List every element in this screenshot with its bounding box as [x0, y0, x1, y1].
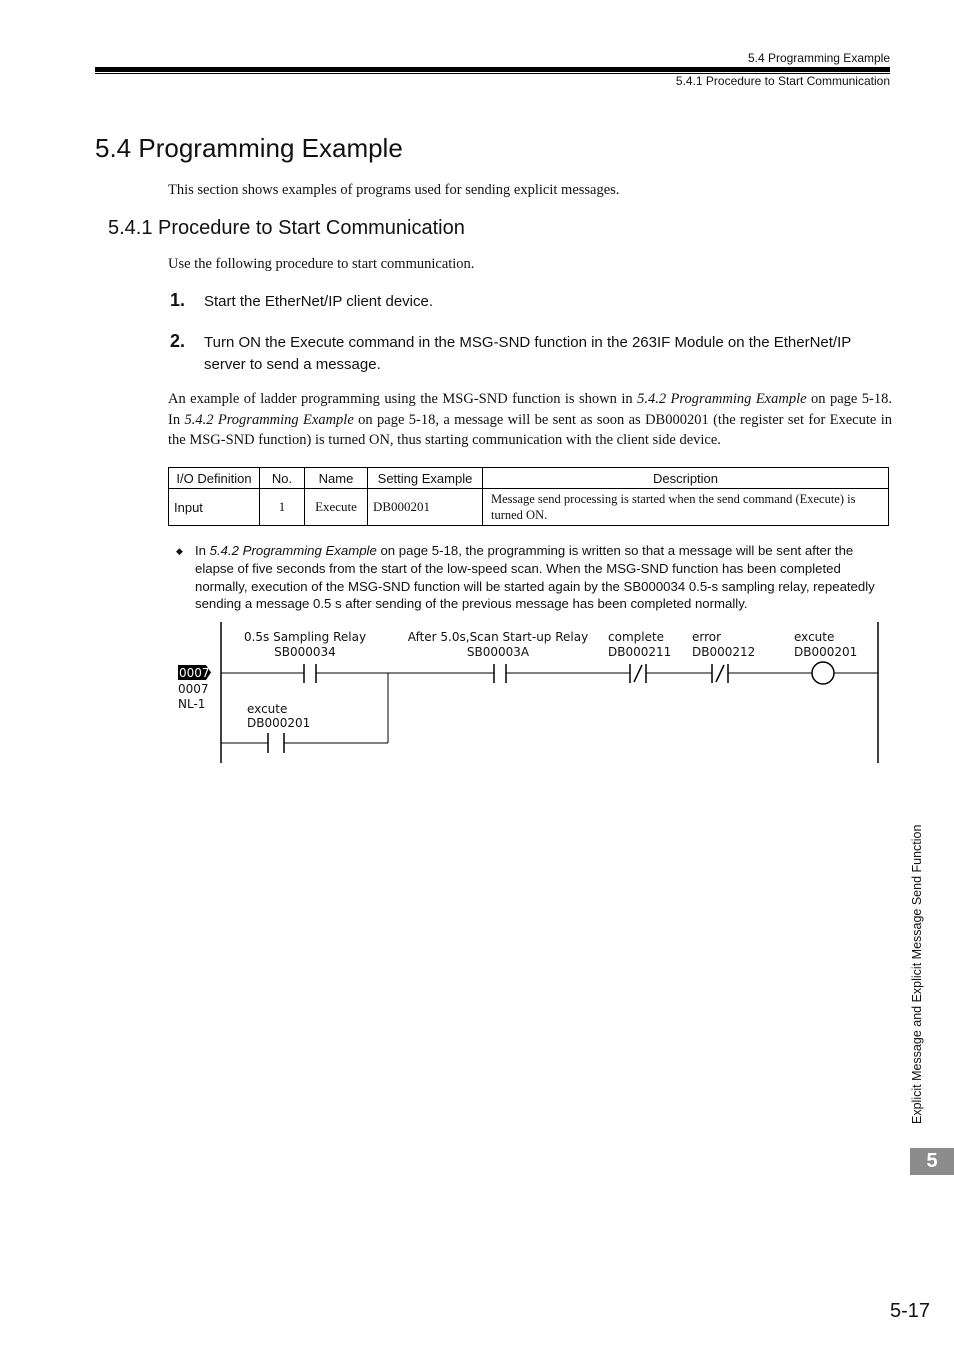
contact-address: DB000201 [247, 716, 311, 730]
cross-reference-link: 5.4.2 Programming Example [637, 391, 807, 407]
intro-text: This section shows examples of programs used for sending explicit messages. [168, 182, 620, 198]
running-header-section: 5.4 Programming Example [747, 51, 890, 65]
section-title: 5.4.1 Procedure to Start Communication [108, 217, 465, 239]
line-number: 0007 [178, 682, 209, 696]
running-header-subsection: 5.4.1 Procedure to Start Communication [675, 74, 890, 88]
coil-db000201 [812, 662, 834, 684]
table-cell: 1 [260, 489, 305, 526]
bullet-diamond-icon: ◆ [176, 546, 183, 556]
table-header-row [169, 468, 889, 489]
contact-sb00003a [494, 664, 506, 683]
coil-label: excute [794, 630, 835, 644]
table-header-cell: I/O Definition [169, 468, 260, 489]
table-header-cell: Setting Example [368, 468, 483, 489]
contact-nc-db000211 [630, 664, 646, 683]
note-text: In 5.4.2 Programming Example on page 5-18, the programming is written so that a message will be sent after the elapse of five seconds from the start of the low-speed scan. When the MSG-SND function has been completed normally, execution of the MSG-SND function will be started again by the SB000034 0.5-s sampling relay, repeatedly sending a message 0.5 s after sending of the previous message has been completed normally. [195, 543, 875, 612]
cross-reference-link: 5.4.2 Programming Example [209, 543, 377, 558]
table-header-cell: Description [483, 468, 889, 489]
chapter-side-title: Explicit Message and Explicit Message Send Function [910, 824, 924, 1124]
step-text-2: Turn ON the Execute command in the MSG-SND function in the 263IF Module on the EtherNet/IP server to send a message. [204, 334, 851, 373]
contact-db000201 [268, 733, 284, 753]
page-title: 5.4 Programming Example [95, 133, 403, 163]
table-header-cell: Name [305, 468, 368, 489]
line-number-box-label: 0007 [179, 666, 210, 680]
table-cell: Message send processing is started when the send command (Execute) is turned ON. [483, 489, 889, 526]
chapter-tab: 5 [910, 1148, 954, 1175]
table-cell: Execute [305, 489, 368, 526]
contact-label: complete [608, 630, 665, 644]
ladder-diagram [176, 620, 886, 766]
coil-address: DB000201 [794, 645, 858, 659]
step-number-1: 1. [170, 290, 186, 310]
header-rule [95, 67, 890, 72]
step-number-2: 2. [170, 331, 186, 351]
contact-address: SB00003A [466, 645, 530, 659]
contact-label: 0.5s Sampling Relay [243, 630, 367, 644]
contact-address: DB000211 [608, 645, 672, 659]
contact-nc-db000212 [712, 664, 728, 683]
io-definition-table [168, 467, 889, 526]
step-text-1: Start the EtherNet/IP client device. [204, 293, 434, 310]
contact-label: After 5.0s,Scan Start-up Relay [407, 630, 589, 644]
contact-label: excute [247, 702, 288, 716]
page-number: 5-17 [889, 1300, 930, 1322]
contact-sb000034 [304, 664, 316, 683]
body-paragraph: An example of ladder programming using the MSG-SND function is shown in 5.4.2 Programming Example on page 5-18. In 5.4.2 Programming Example on page 5-18, a message will be sent as soon as DB000201 (the register set for Execute in the MSG-SND function) is turned ON, thus starting communication with the client side device. [168, 391, 892, 448]
table-cell: DB000201 [368, 489, 483, 526]
table-header-cell: No. [260, 468, 305, 489]
table-row [169, 489, 889, 526]
cross-reference-link: 5.4.2 Programming Example [184, 411, 354, 428]
table-cell: Input [169, 489, 260, 526]
nest-level: NL-1 [178, 697, 206, 711]
sub-intro-text: Use the following procedure to start communication. [168, 256, 475, 272]
contact-label: error [692, 630, 722, 644]
contact-address: DB000212 [692, 645, 756, 659]
contact-address: SB000034 [274, 645, 336, 659]
